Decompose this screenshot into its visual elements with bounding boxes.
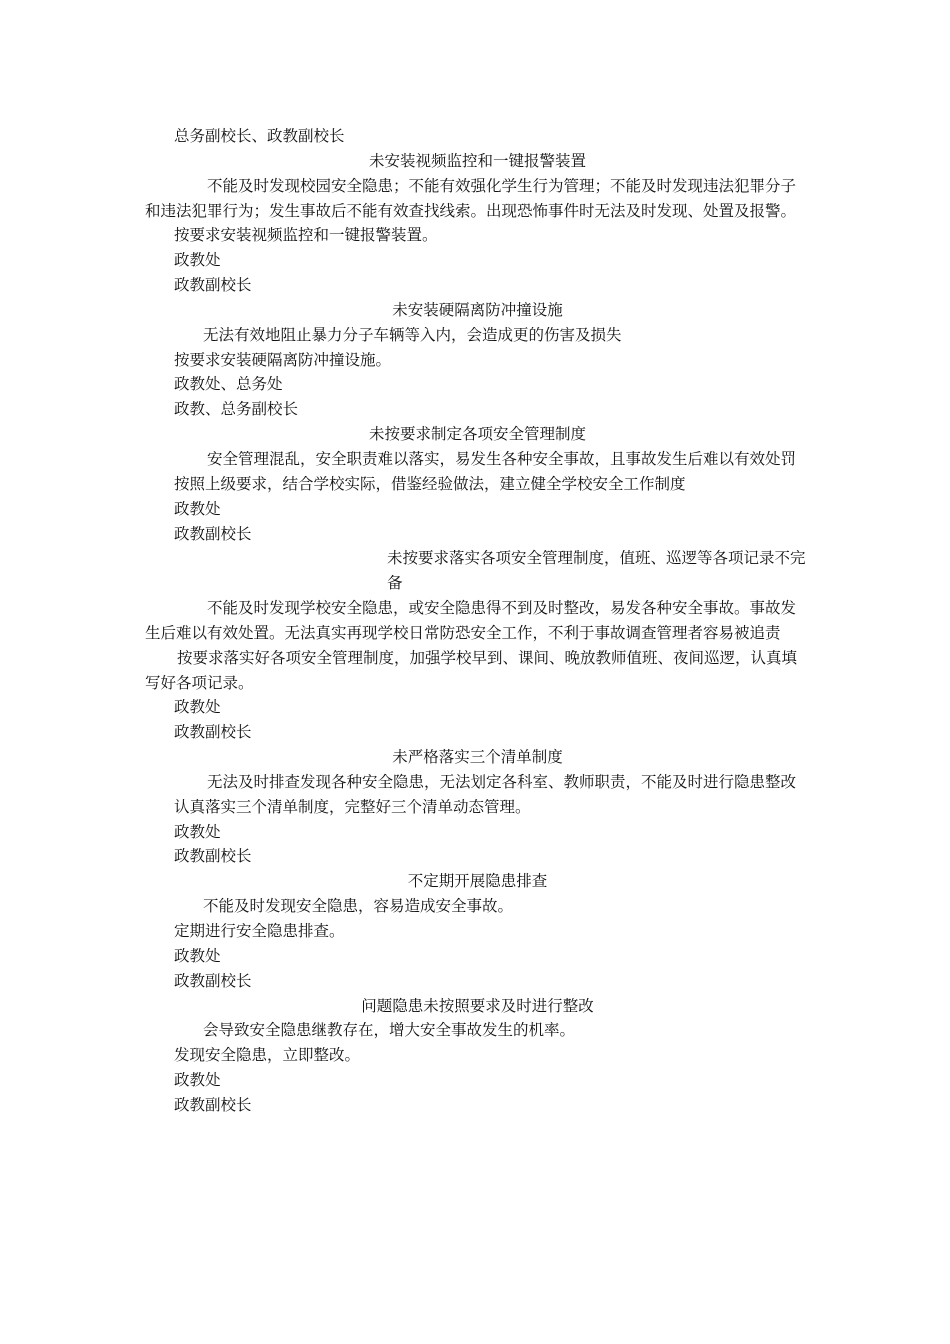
hazard-item	[145, 422, 810, 546]
hazard-measure: 发现安全隐患，立即整改。	[174, 1046, 361, 1065]
hazard-item	[145, 546, 810, 745]
hazard-department: 政教处	[174, 1071, 221, 1090]
hazard-leader: 政教副校长	[174, 1095, 252, 1114]
hazard-leader: 政教副校长	[174, 524, 252, 543]
hazard-title: 问题隐患未按照要求及时进行整改	[361, 996, 594, 1015]
hazard-department: 政教处	[174, 822, 221, 841]
hazard-measure: 按要求安装硬隔离防冲撞设施。	[174, 350, 392, 369]
hazard-title: 未安装硬隔离防冲撞设施	[392, 300, 563, 319]
hazard-risk: 不能及时发现学校安全隐患，或安全隐患得不到及时整改，易发各种安全事故。事故发生后难以有效处置。无法真实再现学校日常防恐安全工作，不利于事故调查管理者容易被追责	[145, 599, 797, 642]
hazard-item	[145, 745, 810, 869]
hazard-leader: 政教副校长	[174, 971, 252, 990]
hazard-leader: 政教副校长	[174, 276, 252, 295]
hazard-department: 政教处、总务处	[174, 375, 283, 394]
hazard-risk: 不能及时发现校园安全隐患；不能有效强化学生行为管理；不能及时发现违法犯罪分子和违法犯罪行为；发生事故后不能有效查找线索。出现恐怖事件时无法及时发现、处置及报警。	[145, 176, 797, 220]
hazard-title: 未安装视频监控和一键报警装置	[368, 151, 586, 170]
hazard-department: 政教处	[174, 251, 221, 270]
hazard-risk: 无法及时排查发现各种安全隐患，无法划定各科室、教师职责，不能及时进行隐患整改	[207, 772, 797, 791]
hazard-leader: 政教、总务副校长	[174, 400, 299, 419]
hazard-item	[145, 298, 810, 422]
document-body	[145, 124, 810, 1118]
hazard-leader: 政教副校长	[174, 847, 252, 866]
hazard-title: 未按要求落实各项安全管理制度，值班、巡逻等各项记录不完备	[387, 549, 806, 593]
hazard-risk: 无法有效地阻止暴力分子车辆等入内，会造成更的伤害及损失	[203, 325, 622, 344]
hazard-measure: 认真落实三个清单制度，完整好三个清单动态管理。	[174, 797, 531, 816]
hazard-risk: 安全管理混乱，安全职责难以落实，易发生各种安全事故，且事故发生后难以有效处罚	[207, 449, 797, 468]
hazard-measure: 定期进行安全隐患排查。	[174, 922, 345, 940]
hazard-department: 政教处	[174, 698, 221, 717]
hazard-leader: 政教副校长	[174, 723, 252, 742]
hazard-measure: 按照上级要求，结合学校实际，借鉴经验做法，建立健全学校安全工作制度	[174, 474, 686, 493]
hazard-item	[145, 994, 810, 1118]
hazard-measure: 按要求安装视频监控和一键报警装置。	[174, 226, 438, 245]
hazard-item	[145, 149, 810, 298]
hazard-risk: 会导致安全隐患继教存在，增大安全事故发生的机率。	[203, 1021, 576, 1040]
hazard-department: 政教处	[174, 946, 221, 965]
hazard-title: 未按要求制定各项安全管理制度	[368, 425, 586, 444]
hazard-risk: 不能及时发现安全隐患，容易造成安全事故。	[203, 897, 514, 916]
intro-responsible: 总务副校长、政教副校长	[174, 127, 345, 145]
hazard-department: 政教处	[174, 499, 221, 518]
hazard-title: 未严格落实三个清单制度	[392, 748, 563, 767]
hazard-title: 不定期开展隐患排查	[407, 872, 548, 891]
hazard-measure: 按要求落实好各项安全管理制度，加强学校早到、课间、晚放教师值班、夜间巡逻，认真填写好各项记录。	[145, 648, 798, 692]
hazard-item	[145, 869, 810, 993]
